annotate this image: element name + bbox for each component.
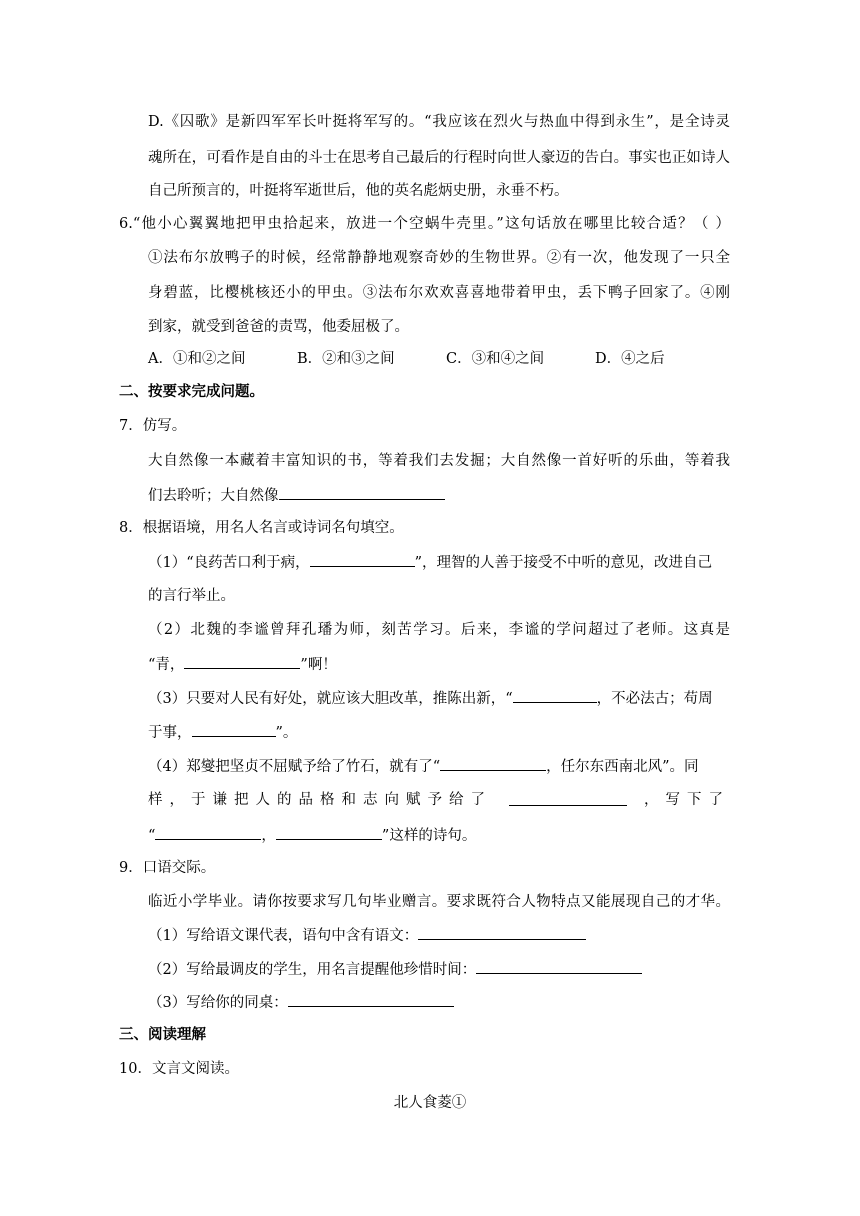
section-2-heading: 二、按要求完成问题。	[119, 384, 264, 400]
q8-s4-blank1[interactable]	[440, 756, 546, 771]
q6-passage-line2: 身碧蓝，比樱桃核还小的甲虫。③法布尔欢欢喜喜地带着甲虫，丢下鸭子回家了。④刚	[148, 285, 730, 301]
q7-answer-blank[interactable]	[279, 485, 445, 500]
q8-s4-text-c: 样，于谦把人的品格和志向赋予给了	[148, 792, 492, 808]
q8-s3-text-b: ，不必法古；苟周	[596, 691, 713, 707]
q6-stem: 6.“他小心翼翼地把甲虫拾起来，放进一个空蜗牛壳里。”这句话放在哪里比较合适？（ ）	[119, 216, 730, 232]
q8-s3-blank1[interactable]	[513, 688, 597, 703]
q8-s1-line2: 的言行举止。	[148, 588, 235, 604]
q9-s3	[148, 992, 454, 1013]
q8-s2-line2	[148, 654, 337, 675]
q8-s4-text-f: ，	[261, 828, 276, 844]
q8-s1-blank[interactable]	[310, 552, 415, 567]
q9-s1-text: （1）写给语文课代表，语句中含有语文：	[148, 928, 419, 944]
section-3-heading: 三、阅读理解	[119, 1027, 206, 1043]
q9-s3-text: （3）写给你的同桌：	[148, 995, 288, 1011]
q7-stem: 7．仿写。	[119, 418, 187, 434]
q6-option-b[interactable]: B．②和③之间	[297, 351, 395, 367]
q8-s4-text-e: “	[148, 828, 156, 844]
q8-s4-blank4[interactable]	[276, 825, 382, 840]
q6-option-d[interactable]: D．④之后	[595, 351, 665, 367]
q5-option-d-line2: 魂所在，可看作是自由的斗士在思考自己最后的行程时向世人豪迈的告白。事实也正如诗人	[148, 150, 730, 166]
q8-s2-text-b: ”啊！	[300, 657, 337, 673]
q8-s1-text-a: （1）“良药苦口利于病，	[148, 555, 310, 571]
q6-passage-line1: ①法布尔放鸭子的时候，经常静静地观察奇妙的生物世界。②有一次，他发现了一只全	[148, 250, 730, 266]
q8-s1-text-b: ”，理智的人善于接受不中听的意见，改进自己	[414, 555, 713, 571]
q8-s4-line2	[148, 790, 730, 810]
q6-option-a[interactable]: A．①和②之间	[148, 351, 246, 367]
q8-s4-text-d: ，写下了	[644, 792, 730, 808]
q7-line1: 大自然像一本藏着丰富知识的书，等着我们去发掘；大自然像一首好听的乐曲，等着我	[148, 453, 730, 469]
q6-option-c[interactable]: C．③和④之间	[446, 351, 545, 367]
q8-s4-text-a: （4）郑燮把坚贞不屈赋予给了竹石，就有了“	[148, 759, 441, 775]
q9-stem: 9．口语交际。	[119, 860, 216, 876]
q6-passage-line3: 到家，就受到爸爸的责骂，他委屈极了。	[148, 319, 409, 335]
q8-s3-text-c: 于事，	[148, 725, 192, 741]
q9-s3-blank[interactable]	[288, 992, 454, 1007]
q10-stem: 10．文言文阅读。	[119, 1061, 239, 1077]
q8-s3-blank2[interactable]	[192, 722, 276, 737]
q9-s1-blank[interactable]	[418, 925, 586, 940]
q8-s3-line2	[148, 722, 297, 743]
q8-s3-line1	[148, 688, 713, 709]
q8-s2-text-a: “青，	[148, 657, 185, 673]
q8-s4-line3	[148, 825, 476, 846]
q8-s4-text-g: ”这样的诗句。	[381, 828, 477, 844]
q9-s2	[148, 959, 642, 980]
q7-line2	[148, 485, 445, 506]
q5-option-d-line1: D.《囚歌》是新四军军长叶挺将军写的。“我应该在烈火与热血中得到永生”，是全诗灵	[148, 114, 730, 130]
q9-intro: 临近小学毕业。请你按要求写几句毕业赠言。要求既符合人物特点又能展现自己的才华。	[148, 894, 730, 910]
q8-s2-line1: （2）北魏的李谧曾拜孔璠为师，刻苦学习。后来，李谧的学问超过了老师。这真是	[148, 622, 730, 638]
q9-s2-blank[interactable]	[476, 959, 642, 974]
q8-s1-line1	[148, 552, 712, 573]
q9-s2-text: （2）写给最调皮的学生，用名言提醒他珍惜时间：	[148, 962, 477, 978]
q5-option-d-line3: 自己所预言的，叶挺将军逝世后，他的英名彪炳史册，永垂不朽。	[148, 183, 569, 199]
q8-stem: 8．根据语境，用名人名言或诗词名句填空。	[119, 520, 404, 536]
q8-s2-blank[interactable]	[184, 654, 300, 669]
q8-s4-blank2[interactable]	[509, 791, 627, 806]
q8-s3-text-a: （3）只要对人民有好处，就应该大胆改革，推陈出新，“	[148, 691, 513, 707]
q7-line2-text: 们去聆听；大自然像	[148, 488, 279, 504]
q8-s3-text-d: ”。	[275, 725, 298, 741]
passage-title: 北人食菱①	[393, 1095, 467, 1111]
q9-s1	[148, 925, 586, 946]
q8-s4-line1	[148, 756, 699, 777]
q8-s4-text-b: ，任尔东西南北风”。同	[546, 759, 699, 775]
q8-s4-blank3[interactable]	[155, 825, 261, 840]
